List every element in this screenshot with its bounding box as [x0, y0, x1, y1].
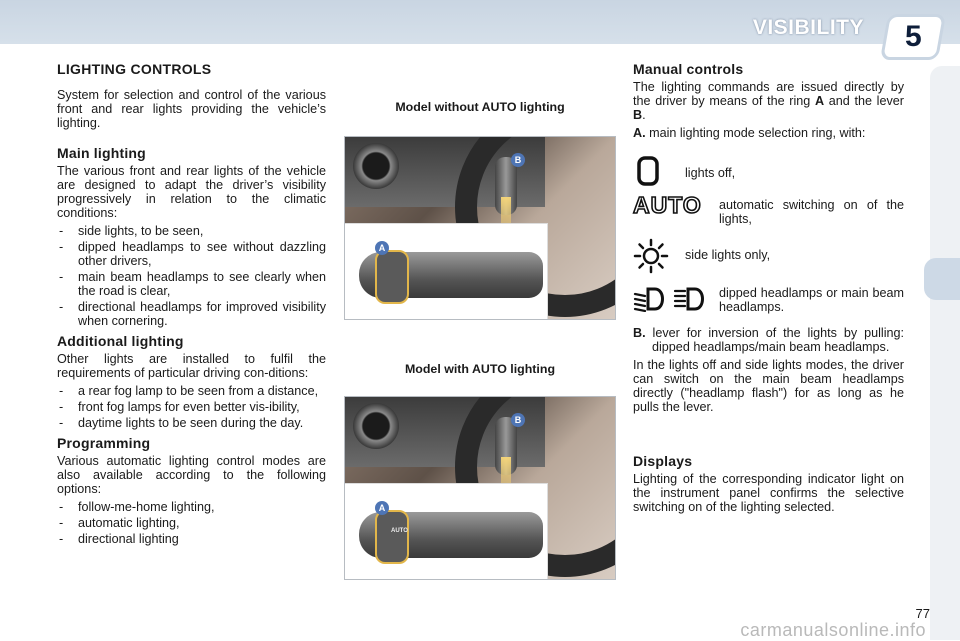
right-column: [633, 62, 904, 518]
ring-a-description: A. main lighting mode selection ring, with:: [633, 126, 866, 140]
chapter-number: 5: [904, 20, 922, 53]
marker-a: A: [375, 241, 389, 255]
list-item: - directional lighting: [57, 532, 326, 546]
mode-lights-off: [633, 156, 904, 186]
mode-text: lights off,: [685, 166, 736, 180]
additional-lighting-list: [57, 384, 326, 430]
mode-side-lights: [633, 238, 904, 274]
left-column: [57, 62, 326, 552]
photo-without-auto: [344, 136, 616, 320]
list-item: - directional headlamps for improved visibility when cornering.: [57, 300, 326, 328]
programming-text: Various automatic lighting control modes are also available according to the following options:: [57, 454, 326, 496]
chapter-tab: [924, 258, 960, 300]
chapter-badge: [880, 14, 946, 60]
manual-controls-title: Manual controls: [633, 61, 744, 77]
list-item: - side lights, to be seen,: [57, 224, 326, 238]
list-item: - daytime lights to be seen during the day.: [57, 416, 326, 430]
mode-text: side lights only,: [685, 248, 771, 262]
ring-auto-label: AUTO: [391, 528, 408, 534]
list-item: - main beam headlamps to see clearly when the road is clear,: [57, 270, 326, 298]
auto-icon: AUTO: [633, 192, 702, 218]
selection-ring: [375, 250, 409, 304]
air-vent: [353, 143, 399, 189]
manual-controls-text: The lighting commands are issued directly by the driver by means of the ring A and the lever B.: [633, 80, 904, 122]
lights-off-icon: [633, 156, 685, 186]
headlamps-icon: [633, 286, 719, 312]
additional-lighting-text: Other lights are installed to fulfil the requirements of particular driving con-ditions:: [57, 352, 326, 380]
main-lighting-text: The various front and rear lights of the vehicle are designed to adapt the driver’s visibility progressively in relation to the climatic conditions:: [57, 164, 326, 220]
watermark: carmanualsonline.info: [740, 620, 926, 640]
side-strip: [930, 66, 960, 640]
mode-auto: [633, 192, 904, 226]
marker-a: A: [375, 501, 389, 515]
displays-title: Displays: [633, 453, 693, 469]
additional-lighting-title: Additional lighting: [57, 333, 184, 349]
section-title: LIGHTING CONTROLS: [57, 61, 212, 77]
headlamp-flash-text: In the lights off and side lights modes, the driver can switch on the main beam headlamps directly ("headlamp flash") for as long as he pulls the lever.: [633, 358, 904, 414]
page-number: 77: [915, 606, 930, 621]
programming-title: Programming: [57, 435, 151, 451]
caption-with-auto: Model with AUTO lighting: [404, 362, 556, 376]
mode-text: dipped headlamps or main beam headlamps.: [719, 286, 904, 314]
marker-b: B: [511, 153, 525, 167]
middle-column: [344, 100, 616, 580]
caption-without-auto: Model without AUTO lighting: [395, 100, 565, 114]
side-lights-icon: [633, 238, 685, 274]
main-lighting-list: [57, 224, 326, 328]
list-item: - follow-me-home lighting,: [57, 500, 326, 514]
mode-text: automatic switching on of the lights,: [719, 198, 904, 226]
air-vent: [353, 403, 399, 449]
marker-b: B: [511, 413, 525, 427]
page-title: VISIBILITY: [752, 16, 864, 39]
displays-text: Lighting of the corresponding indicator light on the instrument panel confirms the selective switching on of the lighting selected.: [633, 472, 904, 514]
programming-list: [57, 500, 326, 546]
photo-with-auto: [344, 396, 616, 580]
lever-b-description: B. lever for inversion of the lights by pulling: dipped headlamps/main beam headlamps.: [633, 326, 905, 354]
list-item: - dipped headlamps to see without dazzling other drivers,: [57, 240, 326, 268]
list-item: - front fog lamps for even better vis-ibility,: [57, 400, 326, 414]
main-lighting-title: Main lighting: [57, 145, 146, 161]
list-item: - a rear fog lamp to be seen from a distance,: [57, 384, 326, 398]
intro-text: System for selection and control of the various front and rear lights providing the vehicle’s lighting.: [57, 88, 326, 130]
stalk-closeup: [345, 483, 548, 580]
list-item: - automatic lighting,: [57, 516, 326, 530]
stalk-closeup: [345, 223, 548, 320]
mode-headlamps: [633, 286, 904, 314]
